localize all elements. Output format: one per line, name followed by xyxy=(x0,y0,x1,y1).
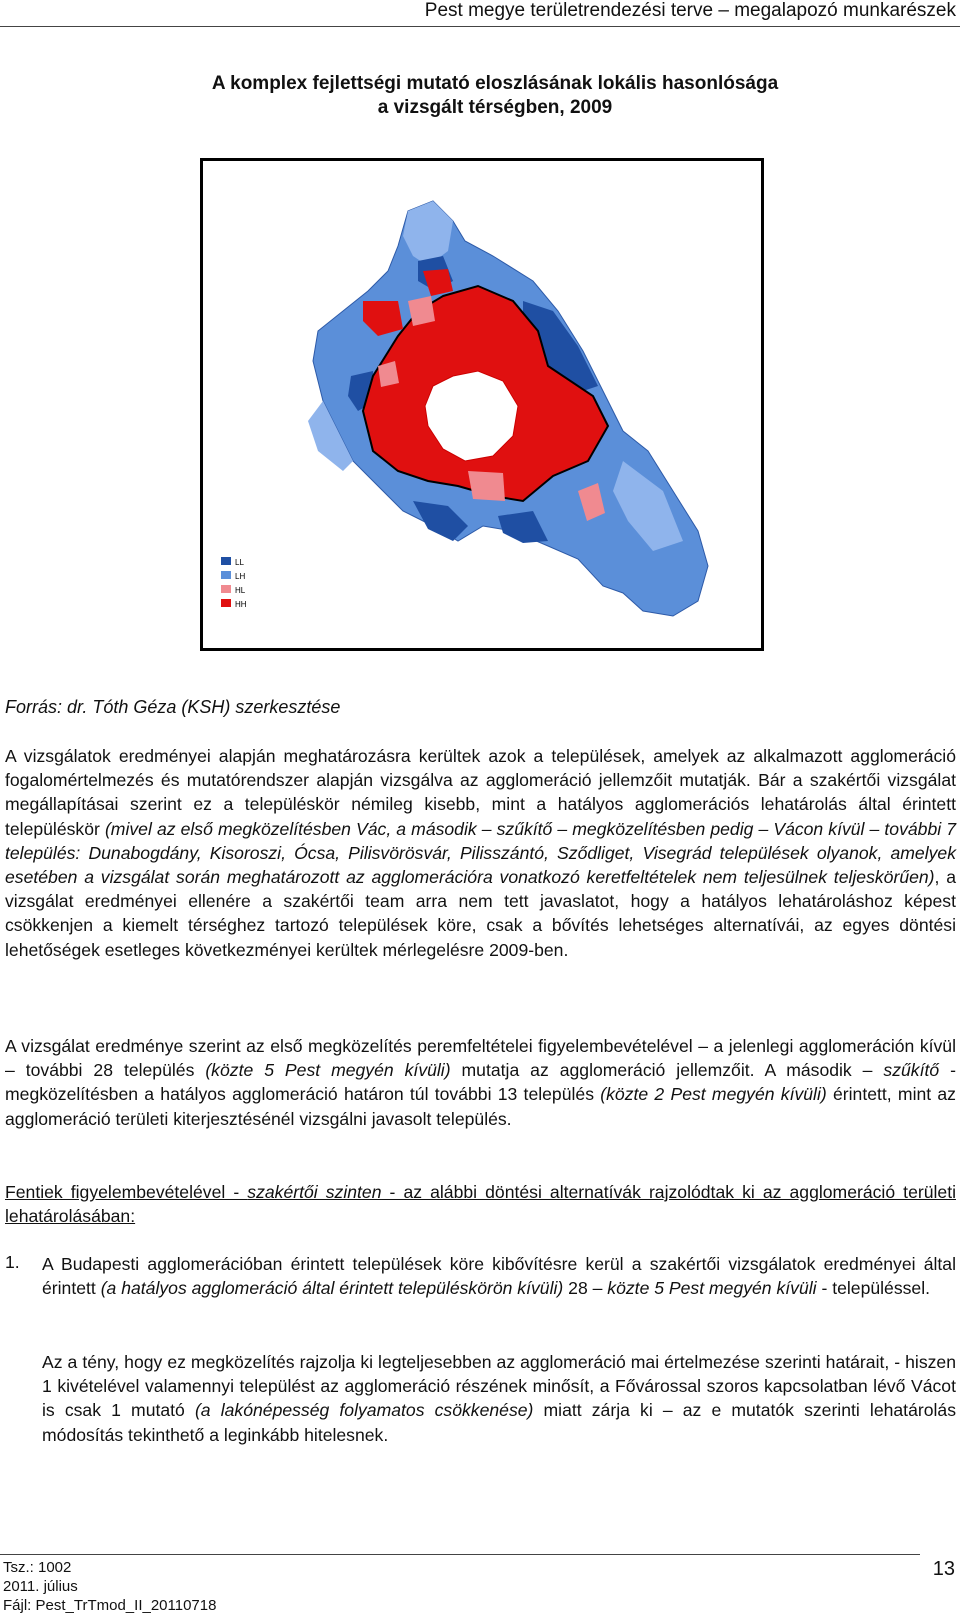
legend-swatch-ll xyxy=(221,557,231,565)
p3-text-a: Fentiek figyelembevételével - xyxy=(5,1182,248,1202)
footer-divider xyxy=(0,1554,920,1555)
page-header xyxy=(0,0,960,27)
figure-source: Forrás: dr. Tóth Géza (KSH) szerkesztése xyxy=(5,697,341,717)
legend-label-hl: HL xyxy=(235,586,246,595)
p1-text-c: , a vizsgálat eredményei ellenére a szakértői team arra nem tett javaslatot, hogy a hatályos lehatároláshoz képest csökkenjen a kiemelt térséghez tartozó települések köre, csak a bővítés lehetséges alternatívái, az egyes döntési lehetőségek esetleges következményei kerültek mérlegelésre 2009-ben. xyxy=(5,867,956,960)
p4-text-a: Az a tény, hogy ez megközelítés rajzolja ki legteljesebben az agglomeráció mai értelmezése szerinti határait, - hiszen 1 kivételével valamennyi települést az agglomeráció részének minősít, a Fővárossal szoros kapcsolatban lévő Vácot is csak 1 mutató xyxy=(42,1352,956,1421)
p4-text-b: (a lakónépesség folyamatos csökkenése) xyxy=(194,1400,534,1421)
map-figure xyxy=(200,158,764,651)
legend-label-hh: HH xyxy=(235,600,247,609)
footer-date: 2011. július xyxy=(3,1578,78,1595)
footer-tsz: Tsz.: 1002 xyxy=(3,1559,72,1576)
list-item-1 xyxy=(42,1252,956,1300)
p2-text-c: mutatja az agglomeráció jellemzőit. A második – xyxy=(450,1060,884,1081)
paragraph-2 xyxy=(5,1034,956,1131)
legend-label-lh: LH xyxy=(235,572,246,581)
item1-text-c: 28 – xyxy=(563,1278,608,1299)
legend-label-ll: LL xyxy=(235,558,244,567)
p3-text-b: szakértői szinten xyxy=(247,1182,382,1202)
legend-swatch-lh xyxy=(221,571,231,579)
page-footer xyxy=(3,1558,216,1615)
header-text: Pest megye területrendezési terve – megalapozó munkarészek xyxy=(424,0,956,21)
figure-title-line2: a vizsgált térségben, 2009 xyxy=(377,97,613,118)
figure-title xyxy=(0,72,960,120)
p2-text-a: A vizsgálat eredménye szerint az első megközelítés peremfeltételei figyelembevételével – a jelenlegi agglomeráción kívül – további 28 település xyxy=(5,1036,956,1081)
choropleth-map xyxy=(203,161,761,648)
map-region-hl-3 xyxy=(468,471,505,501)
figure-title-line1: A komplex fejlettségi mutató eloszlásának lokális hasonlósága xyxy=(211,73,779,94)
paragraph-1 xyxy=(5,744,956,962)
paragraph-3 xyxy=(5,1180,956,1228)
p2-text-f: (közte 2 Pest megyén kívüli) xyxy=(600,1084,827,1105)
footer-file: Fájl: Pest_TrTmod_II_20110718 xyxy=(3,1597,217,1614)
p1-text-a: A vizsgálatok eredményei alapján meghatározásra kerültek azok a települések, amelyek az alkalmazott agglomeráció fogalomértelmezés és mutatórendszer alapján vizsgálva az agglomeráció jellemzőit mutatják. Bár a szakértői vizsgálat megállapításai szerint ez a településkör némileg kisebb, mint a hatályos agglomerációs lehatárolás által érintett településkör xyxy=(5,746,956,839)
paragraph-4 xyxy=(42,1350,956,1447)
item1-text-b: (a hatályos agglomeráció által érintett településkörön kívüli) xyxy=(100,1278,564,1299)
item1-text-a: A Budapesti agglomerációban érintett települések köre kibővítésre kerül a szakértői vizsgálatok eredményei által érintett xyxy=(42,1254,956,1299)
list-item-1-number: 1. xyxy=(5,1252,20,1272)
map-legend xyxy=(221,557,247,609)
item1-text-d: közte 5 Pest megyén kívüli xyxy=(607,1278,817,1299)
legend-swatch-hh xyxy=(221,599,231,607)
p3-text-c: - az alábbi döntési alternatívák rajzolódtak ki az agglomeráció területi lehatárolásában: xyxy=(5,1182,956,1227)
legend-swatch-hl xyxy=(221,585,231,593)
page-number: 13 xyxy=(932,1558,955,1580)
p2-text-d: szűkítő xyxy=(883,1060,940,1081)
p1-text-b: (mivel az első megközelítésben Vác, a második – szűkítő – megközelítésben pedig – Vácon kívül – további 7 település: Dunabogdány, Kisoroszi, Ócsa, Pilisvörösvár, Pilisszántó, Sződliget, Visegrád települések olyanok, amelyek esetében a vizsgálat során meghatározott az agglomerációra vonatkozó keretfeltételek nem teljesülnek teljeskörűen) xyxy=(5,818,956,888)
item1-text-e: - településsel. xyxy=(816,1278,931,1299)
p2-text-g: érintett, mint az agglomeráció területi kiterjesztésénél vizsgálni javasolt település. xyxy=(5,1084,956,1129)
p2-text-b: (közte 5 Pest megyén kívüli) xyxy=(205,1060,451,1081)
p4-text-c: miatt zárja ki – az e mutatók szerinti lehatárolás módosítás tekinthető a leginkább hitelesnek. xyxy=(42,1400,956,1445)
p2-text-e: - megközelítésben a hatályos agglomeráció határon túl további 13 település xyxy=(5,1060,956,1105)
